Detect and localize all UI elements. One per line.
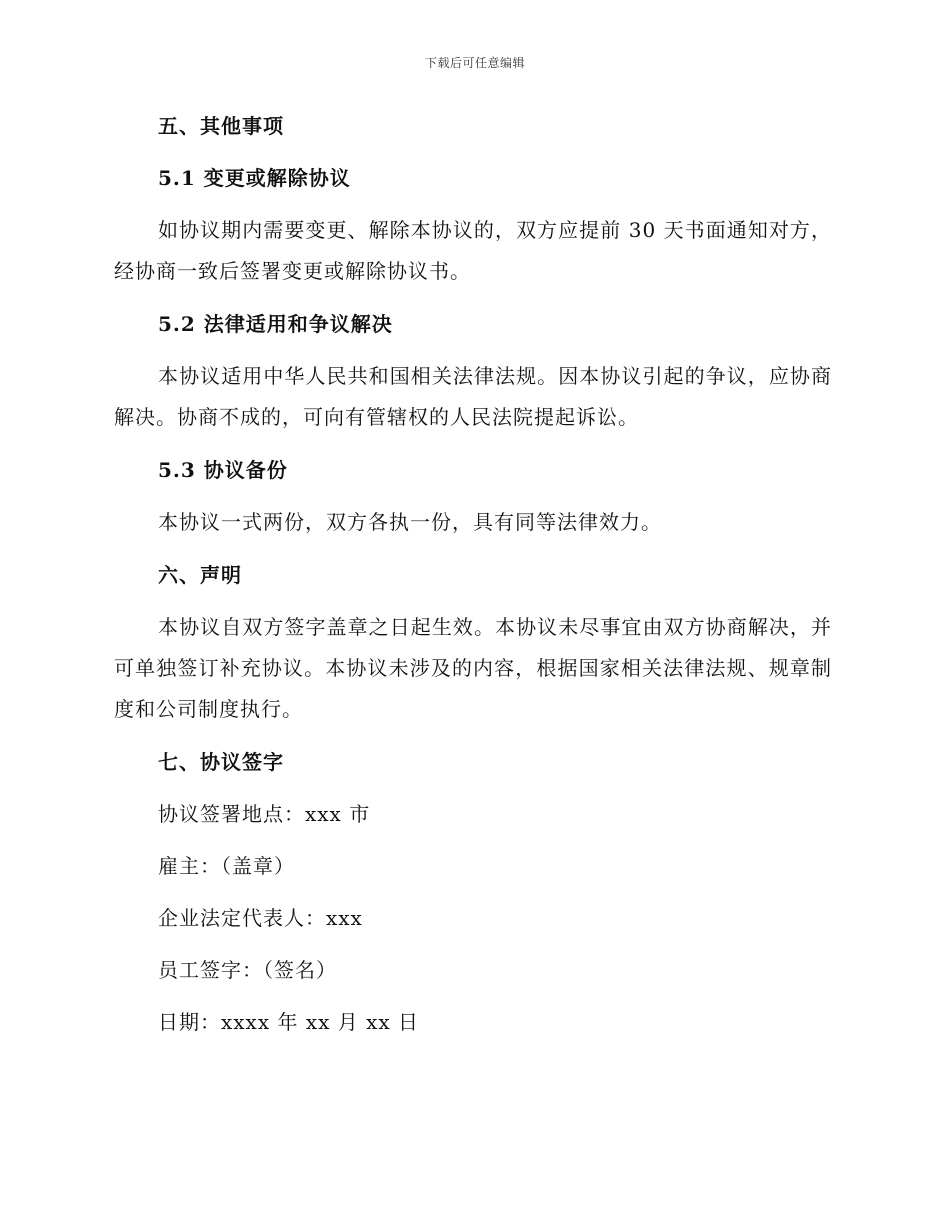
- page-header: 下载后可任意编辑: [424, 56, 525, 70]
- section-5-3-title: 5.3 协议备份: [158, 458, 288, 482]
- legal-representative-line: 企业法定代表人：xxx: [158, 906, 363, 930]
- employee-signature-line: 员工签字：（签名）: [158, 958, 337, 982]
- section-5-1-body: 如协议期内需要变更、解除本协议的，双方应提前 30 天书面通知对方，经协商一致后签署变更或解除协议书。: [114, 218, 832, 283]
- section-6-body: 本协议自双方签字盖章之日起生效。本协议未尽事宜由双方协商解决，并可单独签订补充协议。本协议未涉及的内容，根据国家相关法律法规、规章制度和公司制度执行。: [114, 615, 832, 721]
- section-5-1-title: 5.1 变更或解除协议: [158, 166, 351, 190]
- section-5-title: 五、其他事项: [158, 114, 284, 138]
- employer-seal-line: 雇主：（盖章）: [158, 854, 295, 878]
- section-5-2-body: 本协议适用中华人民共和国相关法律法规。因本协议引起的争议，应协商解决。协商不成的，可向有管辖权的人民法院提起诉讼。: [114, 364, 832, 429]
- sign-place-line: 协议签署地点：xxx 市: [158, 802, 371, 826]
- date-line: 日期：xxxx 年 xx 月 xx 日: [158, 1010, 420, 1034]
- section-5-3-body: 本协议一式两份，双方各执一份，具有同等法律效力。: [158, 510, 662, 534]
- section-5-2-title: 5.2 法律适用和争议解决: [158, 312, 393, 336]
- document-body: [114, 106, 832, 1054]
- section-7-title: 七、协议签字: [158, 750, 284, 774]
- section-6-title: 六、声明: [158, 563, 242, 587]
